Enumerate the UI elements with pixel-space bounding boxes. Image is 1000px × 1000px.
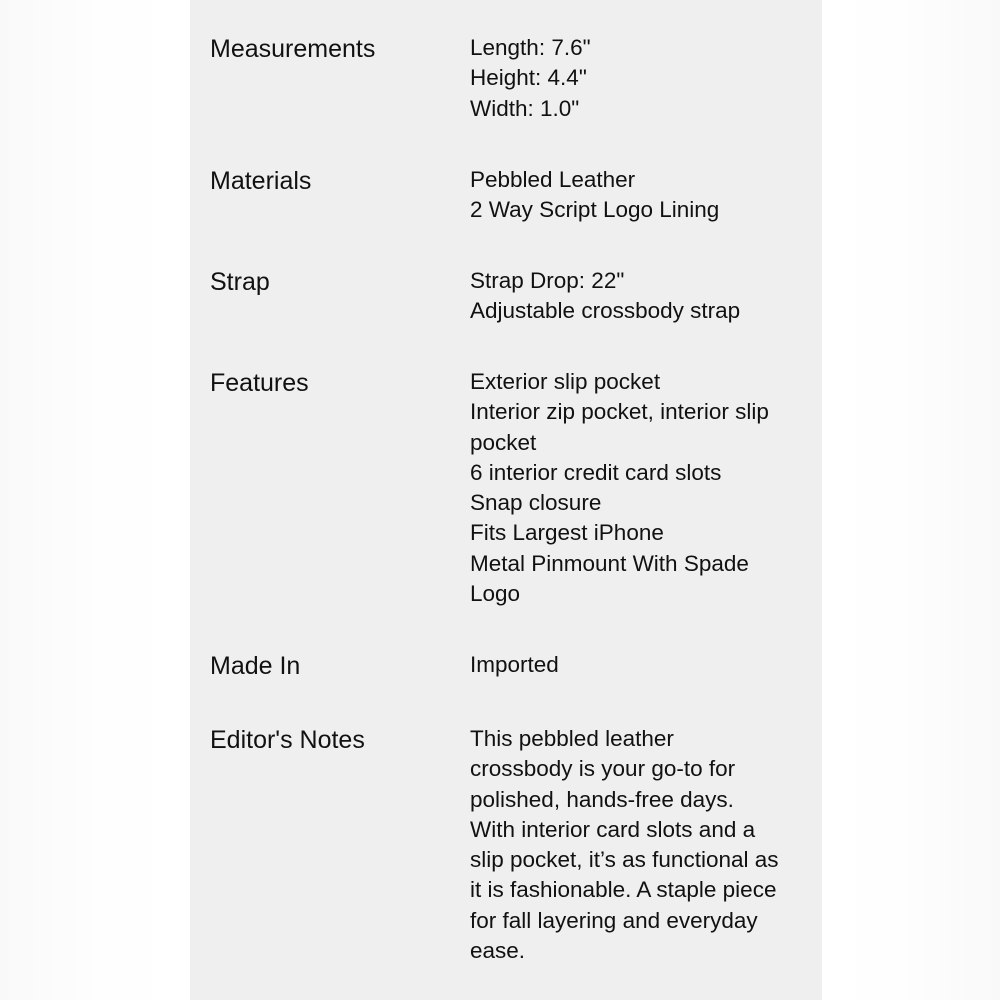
product-details-panel xyxy=(190,0,822,1000)
spec-value-line: pocket xyxy=(470,429,537,455)
spec-value-line: Snap closure xyxy=(470,490,602,516)
spec-label-measurements: Measurements xyxy=(210,35,376,63)
spec-value-line: 6 interior credit card slots xyxy=(470,459,722,485)
spec-values-editors-notes xyxy=(470,724,810,966)
spec-values-materials xyxy=(470,165,810,226)
spec-value-line: Interior zip pocket, interior slip xyxy=(470,399,769,425)
editors-notes-line: ease. xyxy=(470,938,526,964)
spec-value-line: Metal Pinmount With Spade xyxy=(470,550,749,576)
editors-notes-line: it is fashionable. A staple piece xyxy=(470,877,777,903)
spec-label-made-in: Made In xyxy=(210,652,301,680)
spec-value-line: Exterior slip pocket xyxy=(470,369,661,394)
spec-label-features: Features xyxy=(210,369,309,397)
spec-value-line: 2 Way Script Logo Lining xyxy=(470,197,720,223)
spec-value-line: Height: 4.4" xyxy=(470,65,587,91)
spec-value-line: Pebbled Leather xyxy=(470,167,636,192)
spec-values-made-in xyxy=(470,650,810,680)
spec-label-materials: Materials xyxy=(210,167,312,195)
spec-value-line: Fits Largest iPhone xyxy=(470,520,664,546)
spec-values-strap xyxy=(470,266,810,327)
spec-values-measurements xyxy=(470,33,810,124)
spec-value-line: Imported xyxy=(470,652,559,677)
spec-label-strap: Strap xyxy=(210,268,270,296)
spec-value-line: Width: 1.0" xyxy=(470,95,580,121)
spec-value-line: Strap Drop: 22" xyxy=(470,268,625,293)
editors-notes-line: polished, hands-free days. xyxy=(470,786,734,812)
editors-notes-line: slip pocket, it’s as functional as xyxy=(470,847,779,873)
spec-label-editors-notes: Editor's Notes xyxy=(210,726,365,754)
editors-notes-line: for fall layering and everyday xyxy=(470,907,758,933)
spec-values-features xyxy=(470,367,810,609)
spec-value-line: Adjustable crossbody strap xyxy=(470,298,741,324)
spec-value-line: Logo xyxy=(470,581,521,607)
editors-notes-line: With interior card slots and a xyxy=(470,816,756,842)
editors-notes-line: crossbody is your go-to for xyxy=(470,756,736,782)
spec-value-line: Length: 7.6" xyxy=(470,35,591,60)
editors-notes-line: This pebbled leather xyxy=(470,726,674,751)
